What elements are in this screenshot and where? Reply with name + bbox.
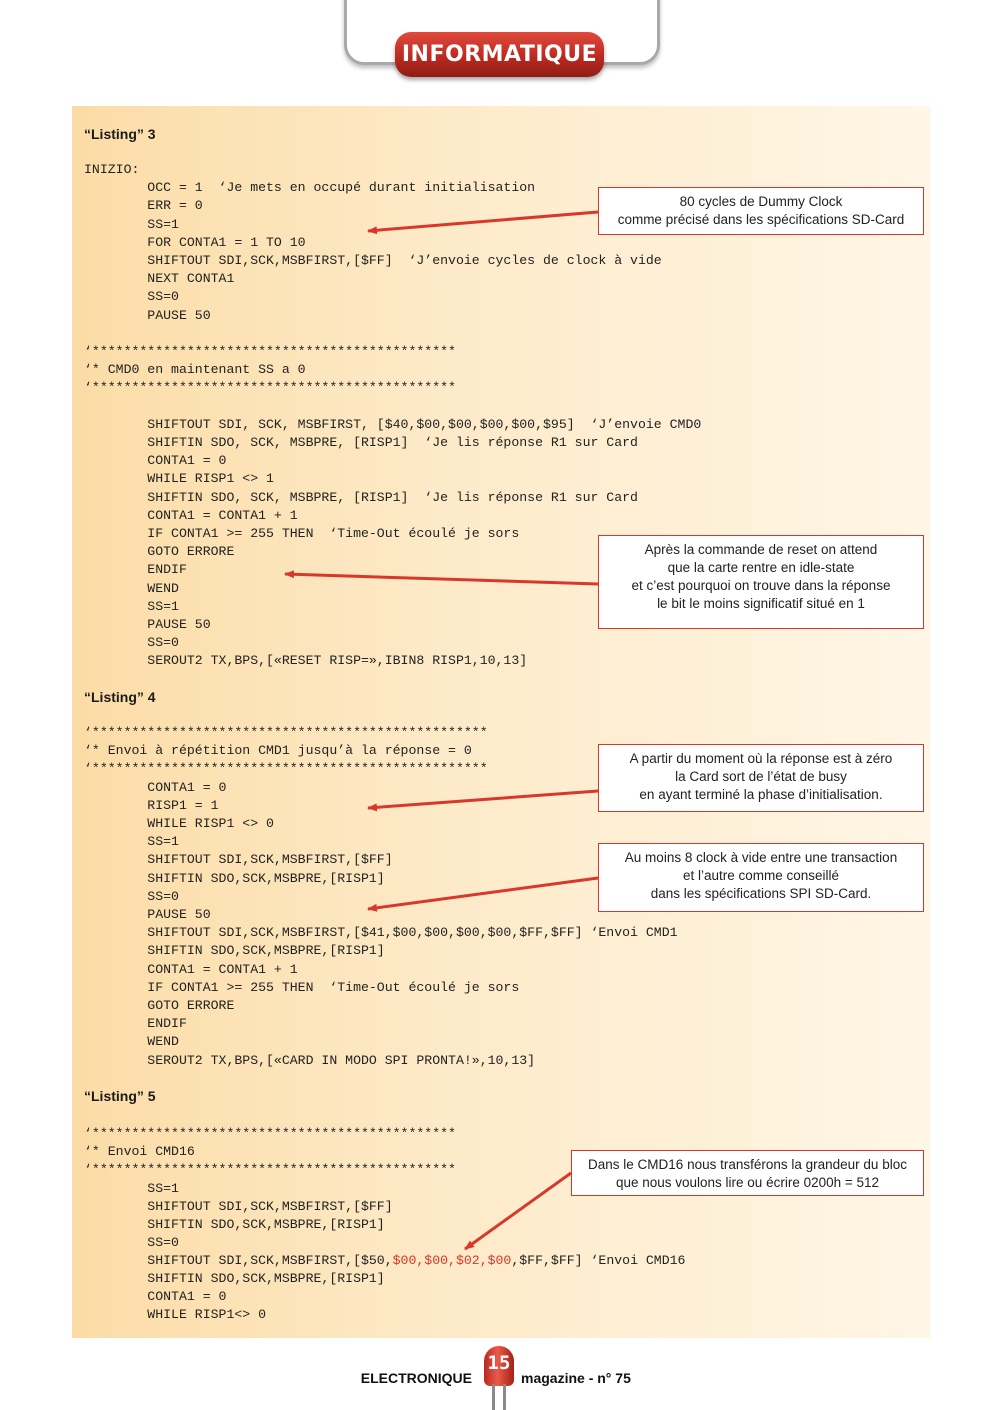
- note-line: en ayant terminé la phase d’initialisation.: [639, 787, 883, 802]
- note-line: la Card sort de l’état de busy: [675, 769, 847, 784]
- note-line: le bit le moins significatif situé en 1: [657, 596, 865, 611]
- page-number: 15: [487, 1352, 511, 1374]
- listing-4-heading: “Listing” 4: [84, 689, 156, 705]
- listing-4-code: ‘************************************************** ‘* Envoi à répétition CMD1 jusqu’à la réponse = 0 ‘************************************************** CONTA1 = 0 RISP1 = 1 WHILE RISP1 <> 0 SS=1 SHIFTOUT SDI,SCK,MSBFIRST,[$FF] SHIFTIN SDO,SCK,MSBPRE,[RISP1] SS=0 PAUSE 50 SHIFTOUT SDI,SCK,MSBFIRST,[$41,$00,$00,$00,$00,$FF,$FF] ‘Envoi CMD1 SHIFTIN SDO,SCK,MSBPRE,[RISP1] CONTA1 = CONTA1 + 1 IF CONTA1 >= 255 THEN ‘Time-Out écoulé je sors GOTO ERRORE ENDIF WEND SEROUT2 TX,BPS,[«CARD IN MODO SPI PRONTA!»,10,13]: [84, 725, 678, 1068]
- cmd16-highlight: $00,$00,$02,$00: [392, 1253, 512, 1268]
- arrow-busy-state: [368, 791, 598, 808]
- cmd16-prefix: SHIFTOUT SDI,SCK,MSBFIRST,[$50,: [84, 1253, 393, 1268]
- listing-5-code-b: SHIFTIN SDO,SCK,MSBPRE,[RISP1] CONTA1 = 0 WHILE RISP1<> 0: [147, 1271, 385, 1323]
- note-line: que nous voulons lire ou écrire 0200h = 512: [615, 1175, 880, 1190]
- note-line: 80 cycles de Dummy Clock: [679, 194, 843, 209]
- arrow-8-clock: [368, 878, 598, 909]
- note-line: que la carte rentre en idle-state: [667, 560, 855, 575]
- note-line: Après la commande de reset on attend: [644, 542, 878, 557]
- footer-issue: magazine - n° 75: [521, 1370, 631, 1386]
- listing-3-code: INIZIO: OCC = 1 ‘Je mets en occupé durant initialisation ERR = 0 SS=1 FOR CONTA1 = 1 TO 10 SHIFTOUT SDI,SCK,MSBFIRST,[$FF] ‘J’envoie cycles de clock à vide NEXT CONTA1 SS=0 PAUSE 50 ‘********************************************** ‘* CMD0 en maintenant SS a 0 ‘********************************************** SHIFTOUT SDI, SCK, MSBFIRST, [$40,$00,$00,$00,$00,$95] ‘J’envoie CMD0 SHIFTIN SDO, SCK, MSBPRE, [RISP1] ‘Je lis réponse R1 sur Card CONTA1 = 0 WHILE RISP1 <> 1 SHIFTIN SDO, SCK, MSBPRE, [RISP1] ‘Je lis réponse R1 sur Card CONTA1 = CONTA1 + 1 IF CONTA1 >= 255 THEN ‘Time-Out écoulé je sors GOTO ERRORE ENDIF WEND SS=1 PAUSE 50 SS=0 SEROUT2 TX,BPS,[«RESET RISP=»,IBIN8 RISP1,10,13]: [84, 162, 702, 669]
- note-line: A partir du moment où la réponse est à zéro: [629, 751, 893, 766]
- arrow-dummy-clock: [368, 212, 598, 231]
- listing-5-code-a: ‘********************************************** ‘* Envoi CMD16 ‘********************************************** SS=1 SHIFTOUT SDI,SCK,MSBFIRST,[$FF] SHIFTIN SDO,SCK,MSBPRE,[RISP1] SS=0: [84, 1126, 456, 1251]
- note-line: Dans le CMD16 nous transférons la grandeur du bloc: [588, 1157, 907, 1172]
- arrow-reset-idle: [285, 574, 598, 584]
- note-line: et c’est pourquoi on trouve dans la réponse: [631, 578, 891, 593]
- footer-magazine-name: ELECTRONIQUE: [360, 1370, 472, 1386]
- listing-3-heading: “Listing” 3: [84, 126, 156, 142]
- note-line: dans les spécifications SPI SD-Card.: [650, 886, 872, 901]
- page-footer: [0, 1352, 999, 1410]
- arrow-cmd16: [465, 1173, 571, 1249]
- listing-5-heading: “Listing” 5: [84, 1088, 156, 1104]
- section-badge: INFORMATIQUE: [395, 32, 604, 77]
- led-page-icon: [484, 1346, 514, 1410]
- note-line: Au moins 8 clock à vide entre une transaction: [624, 850, 898, 865]
- note-line: et l’autre comme conseillé: [682, 868, 840, 883]
- note-line: comme précisé dans les spécifications SD-Card: [617, 212, 905, 227]
- cmd16-suffix: ,$FF,$FF] ‘Envoi CMD16: [511, 1253, 686, 1268]
